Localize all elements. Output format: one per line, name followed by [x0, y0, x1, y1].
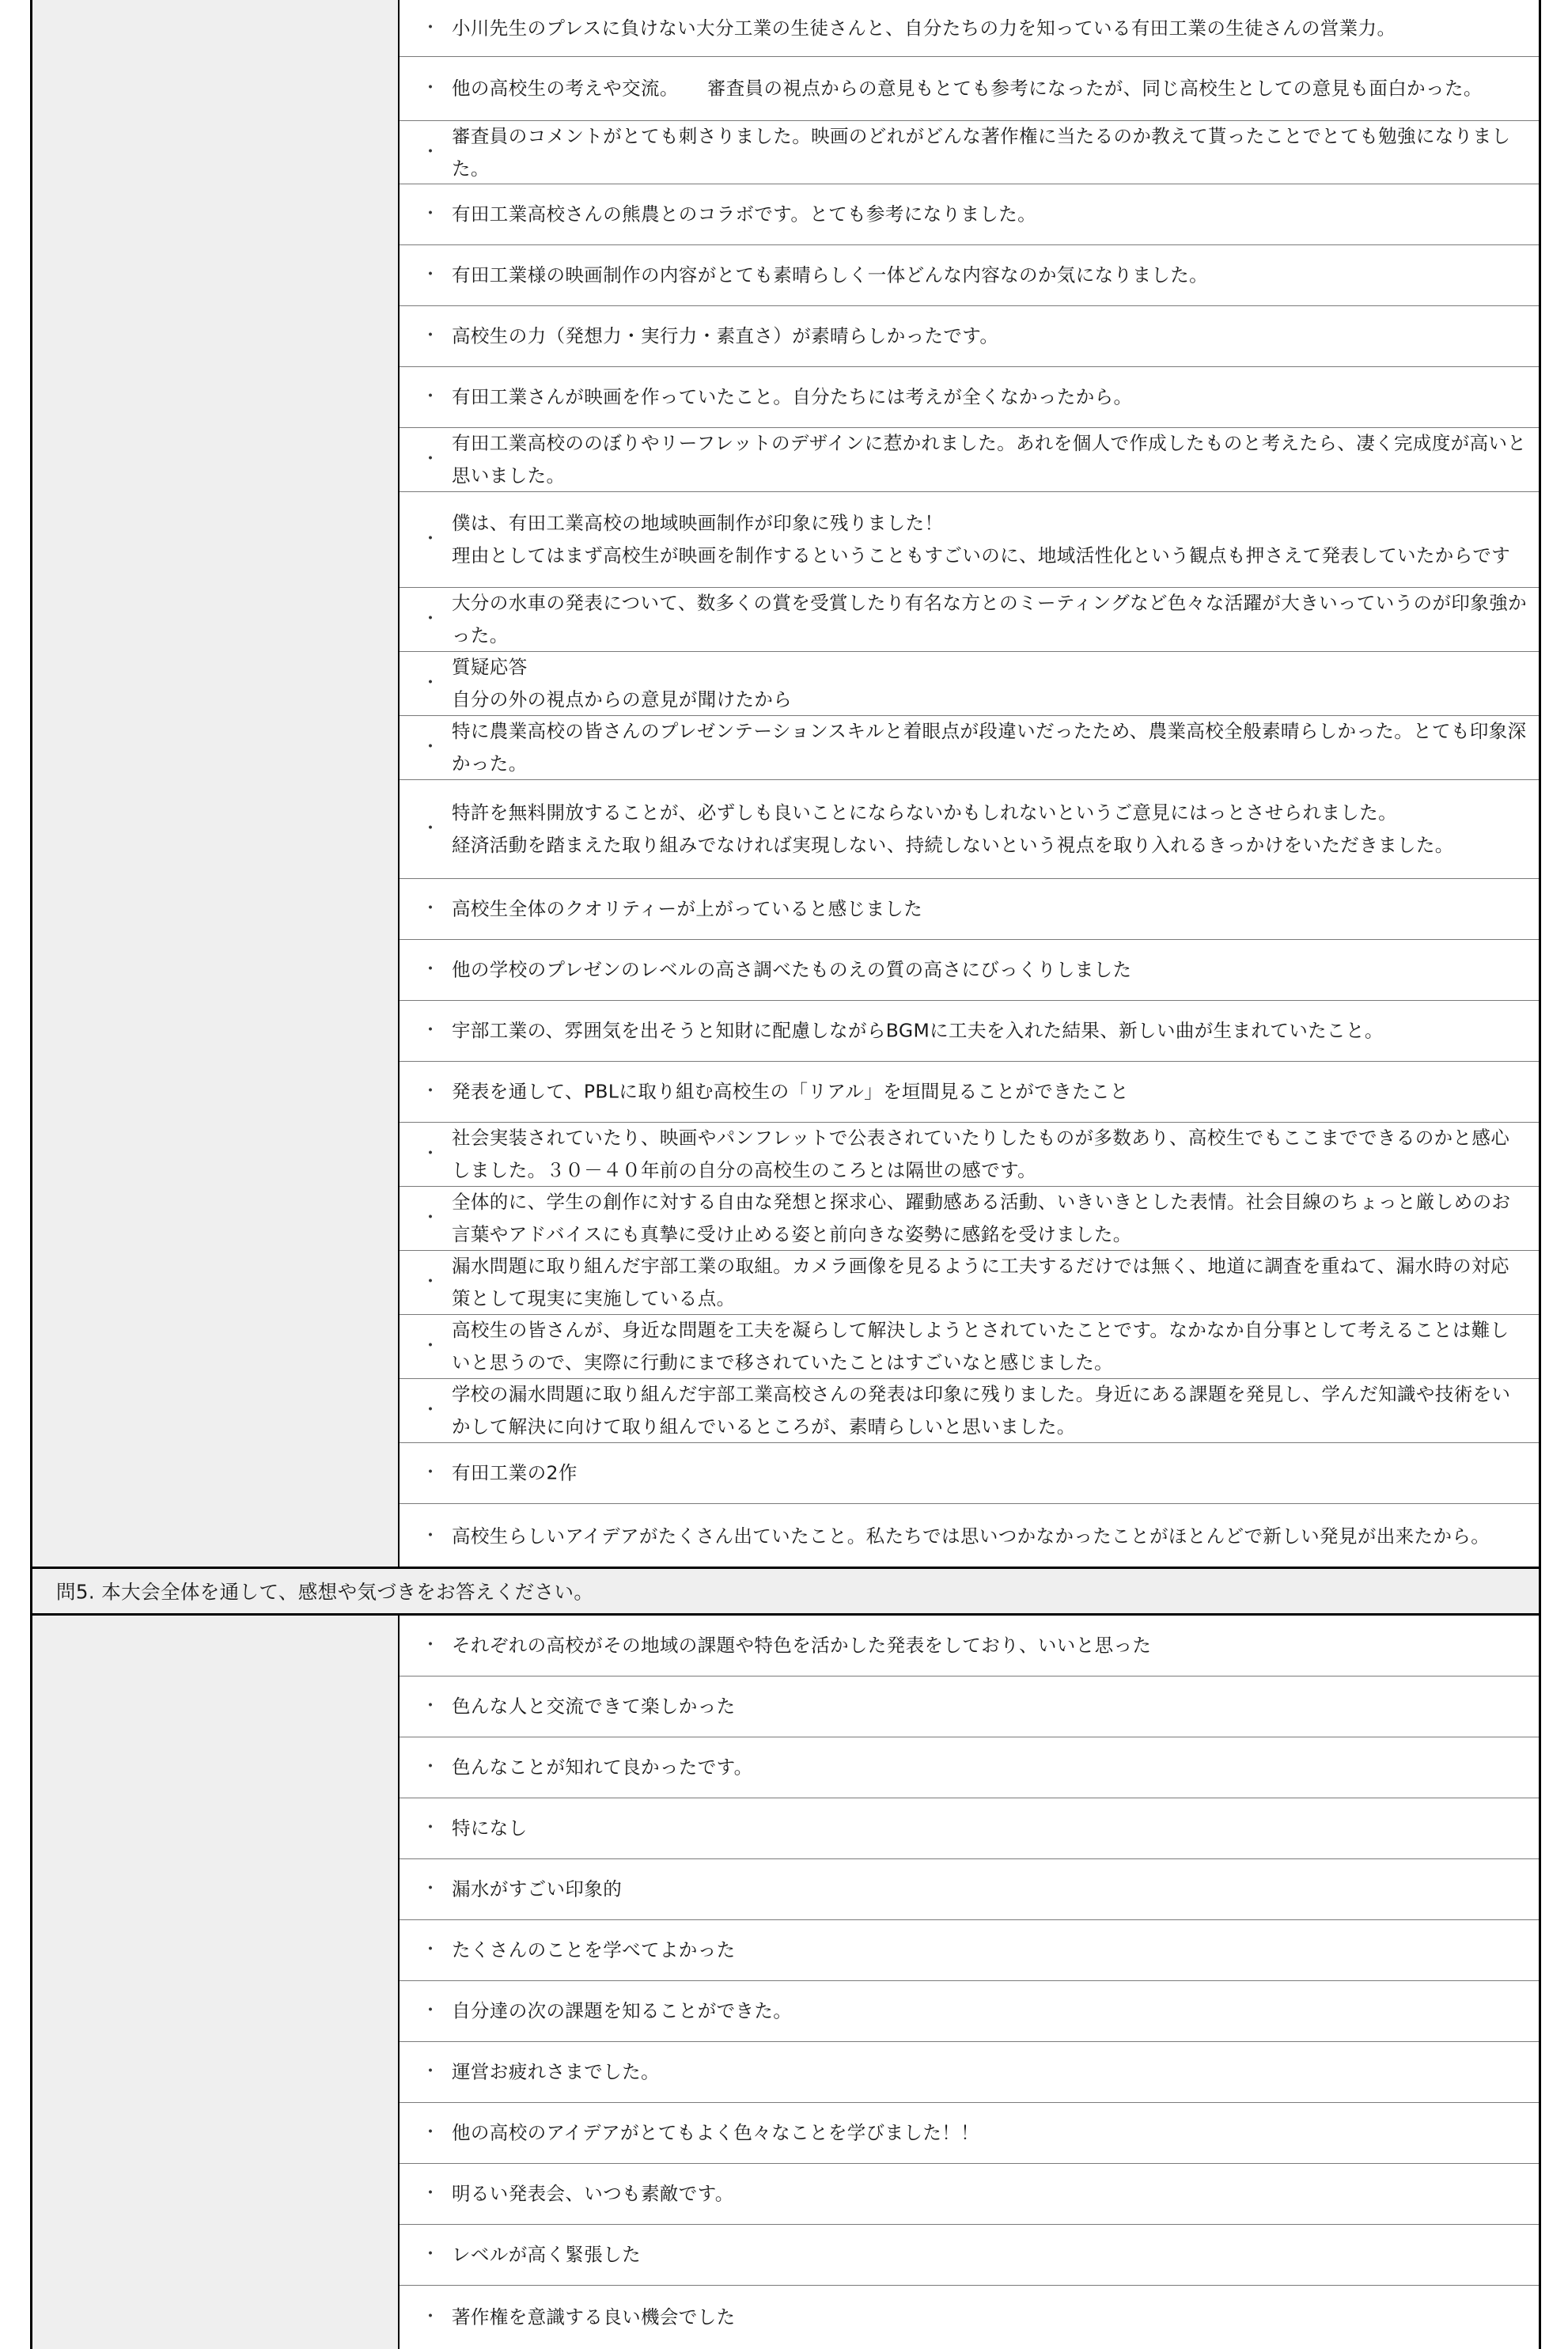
- bullet-marker: ・: [422, 1463, 440, 1483]
- answer-row: [400, 492, 1539, 588]
- answer-text: 大分の水車の発表について、数多くの賞を受賞したり有名な方とのミーティングなど色々な活躍が大きいっていうのが印象強かった。: [452, 592, 1528, 646]
- answer-text: 質疑応答 自分の外の視点からの意見が聞けたから: [452, 656, 793, 710]
- answer-text: 宇部工業の、雰囲気を出そうと知財に配慮しながらBGMに工夫を入れた結果、新しい曲が生まれていたこと。: [452, 1019, 1384, 1042]
- answer-row: [400, 306, 1539, 367]
- answer-row: [400, 1920, 1539, 1981]
- answer-row: [400, 588, 1539, 652]
- bullet-marker: ・: [422, 449, 440, 469]
- answer-text: 漏水がすごい印象的: [452, 1877, 623, 1900]
- answer-row: [400, 1981, 1539, 2042]
- answer-text: 有田工業高校ののぼりやリーフレットのデザインに惹かれました。あれを個人で作成したものと考えたら、凄く完成度が高いと思いました。: [452, 432, 1527, 487]
- q4-answers-section: [32, 0, 1539, 1567]
- answer-text: 他の学校のプレゼンのレベルの高さ調べたものえの質の高さにびっくりしました: [452, 958, 1132, 981]
- answer-row: [400, 2286, 1539, 2349]
- bullet-marker: ・: [422, 1208, 440, 1228]
- bullet-marker: ・: [422, 2245, 440, 2264]
- answer-row: [400, 1859, 1539, 1920]
- bullet-marker: ・: [422, 2307, 440, 2327]
- bullet-marker: ・: [422, 1757, 440, 1777]
- answer-text: 特になし: [452, 1817, 528, 1839]
- answer-row: [400, 1677, 1539, 1737]
- answer-text: 高校生全体のクオリティーが上がっていると感じました: [452, 897, 923, 920]
- answer-text: 学校の漏水問題に取り組んだ宇部工業高校さんの発表は印象に残りました。身近にある課題を発見し、学んだ知識や技術をいかして解決に向けて取り組んでいるところが、素晴らしいと思いました。: [452, 1383, 1511, 1438]
- answer-row: [400, 1123, 1539, 1187]
- answer-row: [400, 1187, 1539, 1251]
- answer-text: レベルが高く緊張した: [452, 2243, 641, 2266]
- answer-text: 発表を通して、PBLに取り組む高校生の「リアル」を垣間見ることができたこと: [452, 1080, 1129, 1103]
- bullet-marker: ・: [422, 1082, 440, 1101]
- answer-row: [400, 57, 1539, 121]
- answer-row: [400, 652, 1539, 716]
- answer-row: [400, 428, 1539, 492]
- answer-row: [400, 1251, 1539, 1315]
- bullet-marker: ・: [422, 819, 440, 839]
- answer-row: [400, 780, 1539, 879]
- answer-row: [400, 2103, 1539, 2164]
- answer-text: 審査員のコメントがとても刺さりました。映画のどれがどんな著作権に当たるのか教えて貰ったことでとても勉強になりました。: [452, 124, 1511, 180]
- answer-text: 他の高校生の考えや交流。 審査員の視点からの意見もとても参考になったが、同じ高校生としての意見も面白かった。: [452, 77, 1483, 100]
- answer-row: [400, 1443, 1539, 1504]
- answer-text: それぞれの高校がその地域の課題や特色を活かした発表をしており、いいと思った: [452, 1634, 1152, 1657]
- answer-row: [400, 1379, 1539, 1443]
- bullet-marker: ・: [422, 1021, 440, 1040]
- answer-text: 全体的に、学生の創作に対する自由な発想と探求心、躍動感ある活動、いきいきとした表情。社会目線のちょっと厳しめのお言葉やアドバイスにも真摯に受け止める姿と前向きな姿勢に感銘を受けました。: [452, 1191, 1511, 1245]
- bullet-marker: ・: [422, 2123, 440, 2143]
- answer-text: 色んなことが知れて良かったです。: [452, 1756, 753, 1779]
- answer-text: 特に農業高校の皆さんのプレゼンテーションスキルと着眼点が段違いだったため、農業高校全般素晴らしかった。とても印象深かった。: [452, 720, 1527, 775]
- bullet-marker: ・: [422, 1818, 440, 1838]
- answer-text: 高校生らしいアイデアがたくさん出ていたこと。私たちでは思いつかなかったことがほとんどで新しい発見が出来たから。: [452, 1525, 1490, 1547]
- q5-question-text: 問5. 本大会全体を通して、感想や気づきをお答えください。: [56, 1580, 594, 1604]
- q4-label-cell: [32, 0, 398, 1567]
- q5-label-cell: [32, 1616, 398, 2349]
- bullet-marker: ・: [422, 1525, 440, 1546]
- q5-answers-section: [32, 1616, 1539, 2349]
- bullet-marker: ・: [422, 2062, 440, 2082]
- bullet-marker: ・: [422, 1336, 440, 1356]
- answer-row: [400, 879, 1539, 940]
- answer-text: 有田工業さんが映画を作っていたこと。自分たちには考えが全くなかったから。: [452, 385, 1133, 408]
- answer-row: [400, 1616, 1539, 1677]
- answer-text: 高校生の力（発想力・実行力・素直さ）が素晴らしかったです。: [452, 324, 999, 347]
- bullet-marker: ・: [422, 142, 440, 162]
- bullet-marker: ・: [422, 2001, 440, 2021]
- answer-row: [400, 184, 1539, 245]
- q5-answer-column: [398, 1616, 1539, 2349]
- answer-text: 僕は、有田工業高校の地域映画制作が印象に残りました！ 理由としてはまず高校生が映画を制作するということもすごいのに、地域活性化という観点も押さえて発表していたからです: [452, 512, 1511, 566]
- survey-table: [30, 0, 1541, 2349]
- bullet-marker: ・: [422, 2184, 440, 2203]
- answer-row: [400, 1798, 1539, 1859]
- answer-text: 特許を無料開放することが、必ずしも良いことにならないかもしれないというご意見にはっとさせられました。 経済活動を踏まえた取り組みでなければ実現しない、持続しないという視点を取り入れるきっかけをいただきました。: [452, 801, 1454, 856]
- bullet-marker: ・: [422, 1144, 440, 1164]
- answer-text: 有田工業の2作: [452, 1461, 578, 1484]
- answer-text: 著作権を意識する良い機会でした: [452, 2305, 736, 2328]
- bullet-marker: ・: [422, 78, 440, 98]
- answer-text: 他の高校のアイデアがとてもよく色々なことを学びました！！: [452, 2121, 980, 2144]
- bullet-marker: ・: [422, 1400, 440, 1420]
- bullet-marker: ・: [422, 204, 440, 224]
- answer-text: 色んな人と交流できて楽しかった: [452, 1695, 736, 1718]
- bullet-marker: ・: [422, 1879, 440, 1899]
- bullet-marker: ・: [422, 737, 440, 757]
- answer-text: 高校生の皆さんが、身近な問題を工夫を凝らして解決しようとされていたことです。なかなか自分事として考えることは難しいと思うので、実際に行動にまで移されていたことはすごいなと感じました。: [452, 1319, 1509, 1373]
- bullet-marker: ・: [422, 529, 440, 549]
- bullet-marker: ・: [422, 17, 440, 38]
- answer-row: [400, 2225, 1539, 2286]
- answer-text: たくさんのことを学べてよかった: [452, 1938, 736, 1961]
- bullet-marker: ・: [422, 387, 440, 407]
- answer-text: 有田工業様の映画制作の内容がとても素晴らしく一体どんな内容なのか気になりました。: [452, 263, 1208, 286]
- bullet-marker: ・: [422, 1696, 440, 1716]
- bullet-marker: ・: [422, 609, 440, 629]
- answer-row: [400, 121, 1539, 184]
- answer-row: [400, 1001, 1539, 1062]
- answer-row: [400, 1504, 1539, 1568]
- answer-row: [400, 245, 1539, 306]
- answer-row: [400, 2042, 1539, 2103]
- answer-text: 小川先生のプレスに負けない大分工業の生徒さんと、自分たちの力を知っている有田工業の生徒さんの営業力。: [452, 17, 1396, 39]
- q4-answer-column: [398, 0, 1539, 1567]
- bullet-marker: ・: [422, 899, 440, 919]
- bullet-marker: ・: [422, 1940, 440, 1960]
- bullet-marker: ・: [422, 960, 440, 979]
- answer-row: [400, 1062, 1539, 1123]
- bullet-marker: ・: [422, 673, 440, 693]
- answer-row: [400, 940, 1539, 1001]
- answer-row: [400, 1315, 1539, 1379]
- q5-question-header: [32, 1567, 1539, 1616]
- answer-row: [400, 0, 1539, 57]
- answer-text: 漏水問題に取り組んだ宇部工業の取組。カメラ画像を見るように工夫するだけでは無く、地道に調査を重ねて、漏水時の対応策として現実に実施している点。: [452, 1255, 1509, 1309]
- bullet-marker: ・: [422, 1272, 440, 1292]
- bullet-marker: ・: [422, 1635, 440, 1655]
- bullet-marker: ・: [422, 265, 440, 285]
- answer-row: [400, 716, 1539, 780]
- answer-row: [400, 2164, 1539, 2225]
- answer-text: 明るい発表会、いつも素敵です。: [452, 2182, 734, 2205]
- answer-text: 有田工業高校さんの熊農とのコラボです。とても参考になりました。: [452, 203, 1037, 225]
- answer-text: 社会実装されていたり、映画やパンフレットで公表されていたりしたものが多数あり、高校生でもここまでできるのかと感心しました。３０－４０年前の自分の高校生のころとは隔世の感です。: [452, 1127, 1510, 1181]
- answer-row: [400, 367, 1539, 428]
- answer-row: [400, 1737, 1539, 1798]
- answer-text: 運営お疲れさまでした。: [452, 2060, 660, 2083]
- bullet-marker: ・: [422, 326, 440, 346]
- answer-text: 自分達の次の課題を知ることができた。: [452, 1999, 793, 2022]
